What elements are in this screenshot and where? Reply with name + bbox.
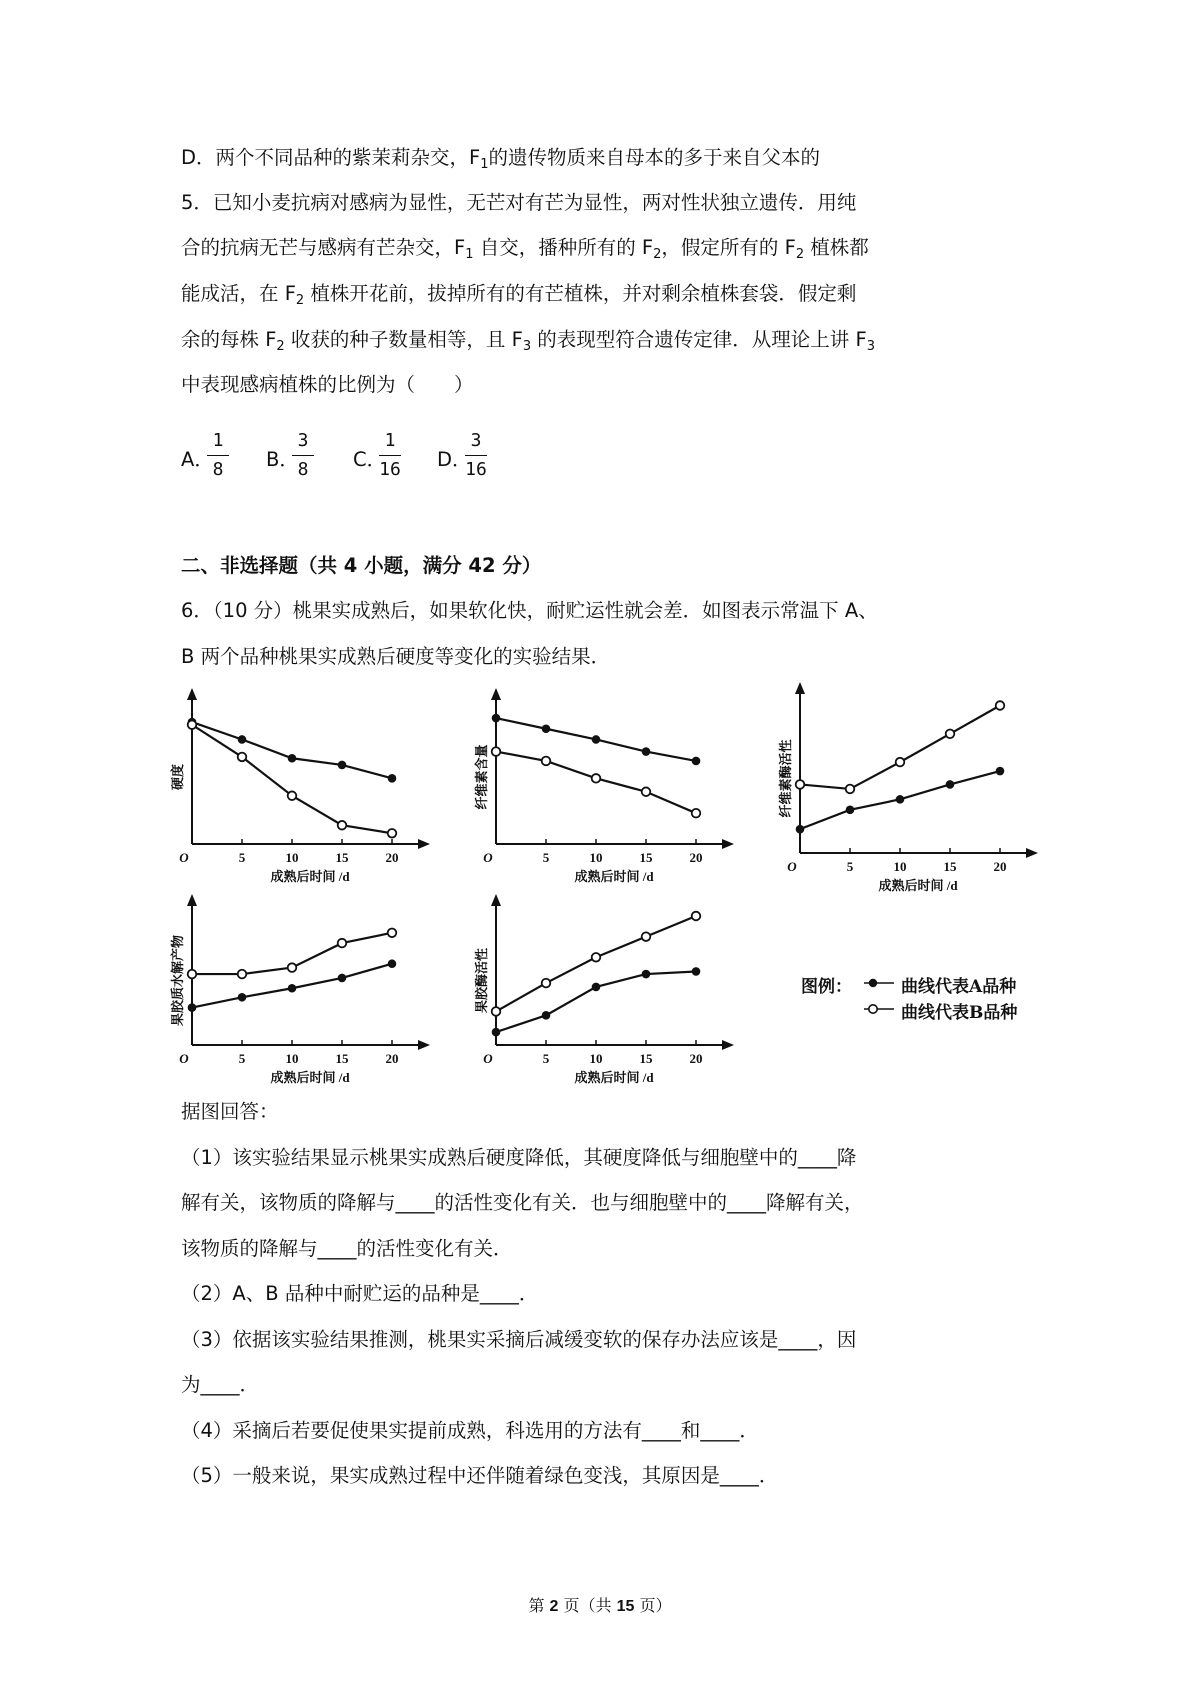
series-b-point — [692, 809, 701, 818]
legend-marker-b-icon — [862, 1002, 896, 1016]
series-a-point — [288, 754, 297, 763]
series-b-point — [388, 829, 397, 838]
y-axis-label: 果胶酶活性 — [474, 947, 489, 1014]
x-tick-label: 15 — [943, 859, 957, 874]
q5-line-5: 中表现感病植株的比例为（ ） — [181, 373, 474, 396]
series-b-point — [846, 785, 855, 794]
x-tick-label: 10 — [589, 1051, 603, 1066]
y-axis-label: 果胶质水解产物 — [170, 934, 185, 1027]
legend-label-a: 曲线代表A品种 — [901, 977, 1017, 997]
series-b-point — [642, 932, 651, 941]
series-b-line — [800, 705, 1000, 788]
series-a-point — [338, 761, 347, 770]
x-tick-label: 10 — [285, 850, 299, 865]
x-axis-label: 成熟后时间 /d — [270, 869, 350, 884]
series-a-line — [192, 722, 392, 778]
x-tick-label: 15 — [639, 850, 653, 865]
q6-part-1-line-3: 该物质的降解与____的活性变化有关． — [181, 1237, 513, 1260]
series-b-point — [796, 780, 805, 789]
y-axis-arrow-icon — [491, 894, 501, 906]
option-label: C． — [353, 448, 387, 471]
series-a-point — [388, 774, 397, 783]
origin-label: O — [483, 850, 493, 865]
x-axis-arrow-icon — [1026, 848, 1038, 858]
q6-part-5: （5）一般来说，果实成熟过程中还伴随着绿色变浅，其原因是____． — [181, 1464, 779, 1487]
series-a-point — [388, 959, 397, 968]
q6-part-1-line-1: （1）该实验结果显示桃果实成熟后硬度降低，其硬度降低与细胞壁中的____降 — [181, 1146, 857, 1169]
series-a-point — [946, 780, 955, 789]
series-b-point — [542, 757, 551, 766]
origin-label: O — [179, 850, 189, 865]
fraction-numerator: 1 — [212, 430, 224, 451]
x-tick-label: 10 — [589, 850, 603, 865]
chart-pectin-hydrolysate — [170, 898, 466, 1088]
y-axis-label: 纤维素含量 — [474, 744, 489, 810]
chart-pectinase-activity — [474, 898, 770, 1088]
series-b-point — [188, 720, 197, 729]
legend-row-a — [801, 972, 1017, 997]
x-axis-label: 成熟后时间 /d — [878, 878, 958, 893]
y-axis-arrow-icon — [187, 894, 197, 906]
series-a-point — [288, 984, 297, 993]
fraction-bar — [379, 455, 401, 456]
x-tick-label: 20 — [385, 850, 399, 865]
series-a-point — [896, 795, 905, 804]
origin-label: O — [787, 859, 797, 874]
series-a-point — [238, 735, 247, 744]
q5-line-3: 能成活，在 $F_2$ 植株开花前，拔掉所有的有芒植株，并对剩余植株套袋．假定剩 — [181, 282, 857, 308]
x-axis-label: 成熟后时间 /d — [270, 1070, 350, 1085]
series-a-point — [692, 967, 701, 976]
x-tick-label: 15 — [335, 1051, 349, 1066]
x-tick-label: 5 — [238, 1051, 246, 1066]
q6-intro-1: 6．（10 分）桃果实成熟后，如果软化快，耐贮运性就会差．如图表示常温下 A、 — [181, 599, 878, 622]
series-b-point — [642, 787, 651, 796]
series-b-point — [996, 701, 1005, 710]
fraction-numerator: 1 — [384, 430, 396, 451]
series-a-point — [846, 805, 855, 814]
legend-label-b: 曲线代表B品种 — [901, 1003, 1018, 1023]
q4-option-d: D．两个不同品种的紫茉莉杂交，$F_1$的遗传物质来自母本的多于来自父本的 — [181, 146, 821, 172]
q6-part-3-line-1: （3）依据该实验结果推测，桃果实采摘后减缓变软的保存办法应该是____，因 — [181, 1328, 857, 1351]
origin-label: O — [483, 1051, 493, 1066]
series-b-point — [896, 758, 905, 767]
y-axis-label: 纤维素酶活性 — [778, 739, 793, 818]
fraction-numerator: 3 — [297, 430, 309, 451]
q6-intro-2: B 两个品种桃果实成熟后硬度等变化的实验结果． — [181, 645, 611, 668]
series-a-line — [496, 971, 696, 1032]
x-tick-label: 5 — [238, 850, 246, 865]
series-a-point — [542, 1011, 551, 1020]
option-label: D． — [437, 448, 472, 471]
series-b-point — [188, 970, 197, 979]
series-b-point — [288, 963, 297, 972]
x-axis-arrow-icon — [722, 839, 734, 849]
series-b-point — [238, 970, 247, 979]
q5-line-4: 余的每株 $F_2$ 收获的种子数量相等，且 $F_3$ 的表现型符合遗传定律．从理论上讲 $F_3$ — [181, 328, 876, 354]
x-tick-label: 5 — [846, 859, 854, 874]
series-a-point — [642, 747, 651, 756]
chart-cellulose-content — [474, 692, 770, 887]
series-b-point — [692, 912, 701, 921]
legend-prefix: 图例： — [801, 977, 852, 997]
x-axis-arrow-icon — [418, 839, 430, 849]
y-axis-label: 硬度 — [170, 763, 185, 791]
x-tick-label: 20 — [385, 1051, 399, 1066]
series-b-point — [338, 939, 347, 948]
fraction-denominator: 8 — [212, 459, 224, 480]
q6-part-2: （2）A、B 品种中耐贮运的品种是____． — [181, 1282, 539, 1305]
q6-part-1-line-2: 解有关，该物质的降解与____的活性变化有关．也与细胞壁中的____降解有关， — [181, 1191, 864, 1214]
q6-answer-prompt: 据图回答： — [181, 1100, 279, 1123]
q5-line-2: 合的抗病无芒与感病有芒杂交，$F_1$ 自交，播种所有的 $F_2$，假定所有的 $F_2$ 植株都 — [181, 236, 869, 262]
series-a-point — [492, 1028, 501, 1037]
series-b-point — [288, 791, 297, 800]
fraction-denominator: 16 — [379, 459, 401, 480]
fraction-numerator: 3 — [470, 430, 482, 451]
y-axis-arrow-icon — [795, 682, 805, 694]
series-b-point — [946, 730, 955, 739]
q6-part-3-line-2: 为____． — [181, 1373, 260, 1396]
series-a-point — [542, 724, 551, 733]
x-axis-label: 成熟后时间 /d — [574, 869, 654, 884]
x-tick-label: 10 — [285, 1051, 299, 1066]
series-b-point — [338, 821, 347, 830]
x-tick-label: 5 — [542, 1051, 550, 1066]
option-label: B． — [266, 448, 299, 471]
q6-part-4: （4）采摘后若要促使果实提前成熟，科选用的方法有____和____． — [181, 1419, 759, 1442]
series-a-point — [642, 970, 651, 979]
fraction-bar — [292, 455, 314, 456]
x-tick-label: 15 — [639, 1051, 653, 1066]
series-b-point — [592, 774, 601, 783]
series-b-point — [388, 928, 397, 937]
series-b-line — [496, 916, 696, 1011]
x-axis-label: 成熟后时间 /d — [574, 1070, 654, 1085]
x-tick-label: 15 — [335, 850, 349, 865]
series-b-point — [492, 747, 501, 756]
fraction-bar — [207, 455, 229, 456]
series-a-point — [996, 767, 1005, 776]
legend-marker-a-icon — [862, 976, 896, 990]
series-b-line — [192, 725, 392, 834]
fraction-denominator: 16 — [465, 459, 487, 480]
section-title: 二、非选择题（共 4 小题，满分 42 分） — [181, 554, 542, 577]
x-tick-label: 10 — [893, 859, 907, 874]
origin-label: O — [179, 1051, 189, 1066]
option-label: A． — [181, 448, 214, 471]
x-axis-arrow-icon — [722, 1040, 734, 1050]
x-tick-label: 5 — [542, 850, 550, 865]
series-a-point — [338, 974, 347, 983]
page-footer: 第 2 页（共 15 页） — [528, 1596, 672, 1615]
chart-hardness — [170, 692, 466, 887]
series-a-point — [796, 825, 805, 834]
x-tick-label: 20 — [689, 850, 703, 865]
series-b-point — [238, 753, 247, 762]
series-a-point — [692, 757, 701, 766]
y-axis-arrow-icon — [491, 688, 501, 700]
series-a-point — [592, 983, 601, 992]
chart-cellulase-activity — [778, 686, 1074, 896]
x-tick-label: 20 — [689, 1051, 703, 1066]
y-axis-arrow-icon — [187, 688, 197, 700]
series-b-point — [592, 953, 601, 962]
series-a-point — [238, 993, 247, 1002]
x-tick-label: 20 — [993, 859, 1007, 874]
series-a-point — [188, 1003, 197, 1012]
series-b-point — [542, 979, 551, 988]
fraction-bar — [465, 455, 487, 456]
series-b-point — [492, 1007, 501, 1016]
fraction-denominator: 8 — [297, 459, 309, 480]
x-axis-arrow-icon — [418, 1040, 430, 1050]
q5-line-1: 5．已知小麦抗病对感病为显性，无芒对有芒为显性，两对性状独立遗传．用纯 — [181, 191, 857, 214]
series-a-point — [592, 735, 601, 744]
series-a-point — [492, 714, 501, 723]
